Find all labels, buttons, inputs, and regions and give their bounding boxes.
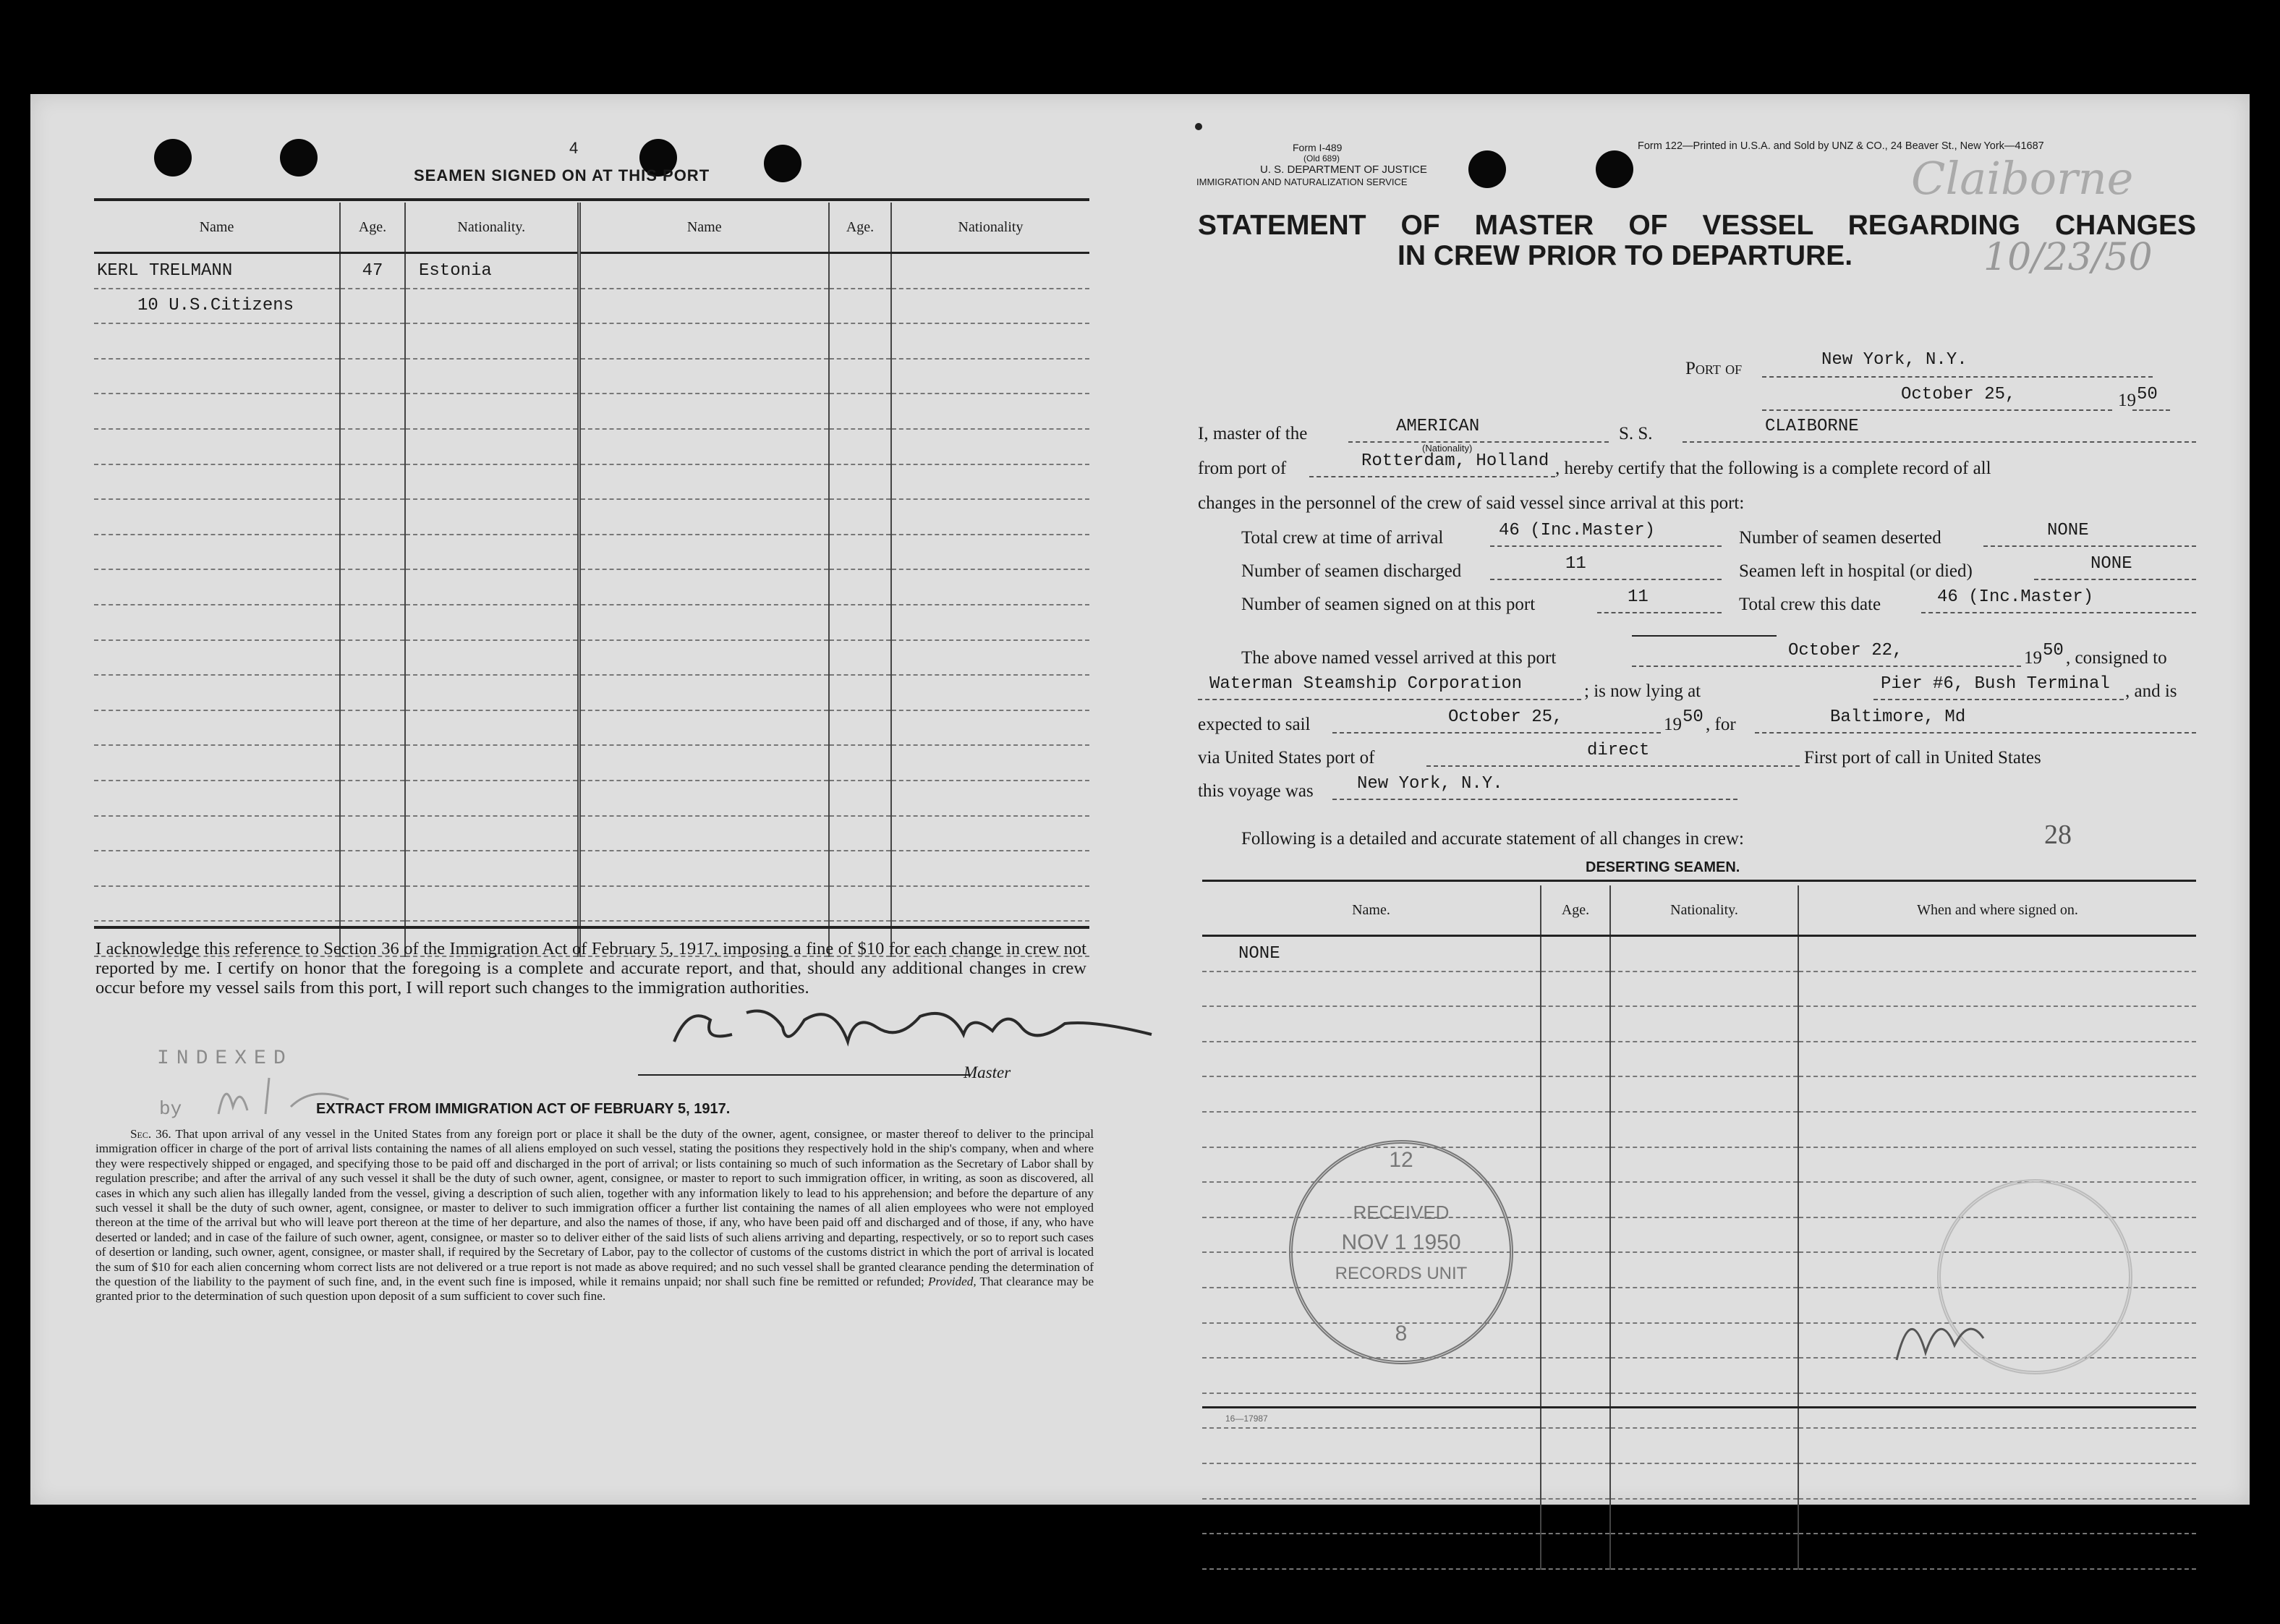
expected-label: expected to sail — [1198, 715, 1311, 734]
column-header-signed-on: When and where signed on. — [1798, 885, 2196, 936]
dotted-line — [1921, 612, 2196, 613]
expected-year-prefix: 19 — [1664, 715, 1682, 734]
total-crew-date-value: 46 (Inc.Master) — [1937, 587, 2094, 607]
bottom-rule — [1202, 1406, 2196, 1408]
deserted-value: NONE — [2047, 521, 2089, 540]
stamp-received: RECEIVED — [1353, 1202, 1450, 1223]
binder-hole — [154, 139, 192, 177]
table-row — [1202, 936, 2196, 972]
column-header-nationality: Nationality — [891, 203, 1089, 253]
dotted-line — [1426, 765, 1800, 767]
dotted-line — [1332, 799, 1737, 800]
stamp-date: NOV 1 1950 — [1341, 1230, 1461, 1254]
dotted-line — [1332, 732, 1661, 734]
handwritten-page-number: 28 — [2044, 820, 2072, 850]
certify-text: , hereby certify that the following is a complete record of all — [1555, 459, 1991, 478]
dotted-line — [1198, 699, 1581, 700]
form-old-number: (Old 689) — [1303, 153, 1340, 163]
dotted-line — [1309, 476, 1555, 477]
stamp-initials — [1882, 1288, 1998, 1374]
handwritten-date: 10/23/50 — [1983, 236, 2153, 279]
from-port-value: Rotterdam, Holland — [1361, 451, 1549, 471]
year-prefix: 19 — [2118, 391, 2136, 410]
total-crew-arrival-value: 46 (Inc.Master) — [1499, 521, 1656, 540]
ss-label: S. S. — [1619, 424, 1653, 443]
first-port-label: First port of call in United States — [1804, 748, 2041, 768]
dotted-line — [2034, 579, 2196, 580]
table-row — [94, 289, 1089, 324]
dotted-line — [2132, 409, 2170, 411]
dotted-line — [1490, 579, 1722, 580]
signed-on-label: Number of seamen signed on at this port — [1241, 595, 1536, 614]
seaman-age: 47 — [340, 253, 405, 289]
dotted-line — [1762, 376, 2153, 378]
dotted-line — [1762, 409, 2112, 411]
extract-proviso-word: Provided, — [927, 1275, 977, 1289]
indexed-by-label: by — [159, 1098, 182, 1120]
column-header-name: Name — [94, 203, 340, 253]
changes-text: changes in the personnel of the crew of said vessel since arrival at this port: — [1198, 493, 1745, 513]
signed-on-value: 11 — [1628, 587, 1649, 607]
extract-text — [95, 1127, 1094, 1304]
extract-proviso: That clearance may be granted prior to the determination of such question upon deposit of a sum sufficient to cover such fine. — [95, 1275, 1094, 1304]
from-port-label: from port of — [1198, 459, 1287, 478]
extract-body: That upon arrival of any vessel in the United States from any foreign port or place it shall be the duty of the owner, agent, consignee, or master thereof to deliver to the principal immigration officer in charge of the port of arrival lists containing the names of all aliens employed on such vessel, stating the positions they respectively hold in the ship's company, when and where they were respectively shipped or engaged, and specifying those to be paid off and discharged in the port of arrival; or lists containing so much of such information as the Secretary of Labor shall by regulation prescribe; and after the arrival of any such vessel it shall be the duty of such owner, agent, consignee, or master to report to such immigration officer, in writing, as soon as discovered, all cases in which any such alien has illegally landed from the vessel, giving a description of such alien, together with any information likely to lead to his apprehension; and before the departure of any such vessel it shall be the duty of such owner, agent, consignee, or master to deliver to such immigration officer a further list containing the names of all alien employees who were not employed thereon at the time of the arrival but who will leave port thereon at the time of her departure, and also the names of those, if any, who have been paid off and discharged and of those, if any, who have deserted or landed; and in case of the failure of such owner, agent, consignee, or master so to deliver either of the said lists of such aliens arriving and departing, respectively, or so to report such cases of desertion or landing, such owner, agent, consignee, or master shall, if required by the Secretary of Labor, pay to the collector of customs of the customs district in which the port of arrival is located the sum of $10 for each alien concerning whom correct lists are not delivered or a true report is not made as above required; and no such vessel shall be granted clearance pending the determination of the question of the liability to the payment of such fine, and, in the event such fine is imposed, while it remains unpaid; nor shall such fine be remitted or refunded; — [95, 1127, 1094, 1289]
nationality-value: AMERICAN — [1396, 417, 1480, 436]
lying-label: ; is now lying at — [1584, 681, 1701, 701]
expected-value: October 25, — [1448, 707, 1563, 727]
stamp-digit-bottom: 8 — [1395, 1322, 1408, 1345]
master-of-label: I, master of the — [1198, 424, 1308, 443]
column-header-nationality: Nationality. — [1610, 885, 1798, 936]
top-rule — [94, 198, 1089, 201]
binder-hole — [280, 139, 318, 177]
column-header-nationality: Nationality. — [405, 203, 579, 253]
total-rule — [1632, 635, 1777, 637]
discharged-value: 11 — [1565, 554, 1586, 574]
column-header-age: Age. — [829, 203, 891, 253]
master-label: Master — [964, 1063, 1011, 1081]
handwritten-vessel-name: Claiborne — [1911, 152, 2134, 205]
seamen-signed-table — [94, 203, 1089, 957]
table-row — [94, 253, 1089, 289]
document-sheet — [30, 94, 2250, 1505]
form-number: Form I-489 — [1293, 142, 1343, 153]
column-header-age: Age. — [1541, 885, 1610, 936]
form-title: STATEMENT OF MASTER OF VESSEL REGARDING CHANGES — [1198, 210, 2196, 241]
deserting-title: DESERTING SEAMEN. — [1586, 859, 1740, 875]
deserted-label: Number of seamen deserted — [1739, 528, 1941, 548]
seaman-nationality: Estonia — [405, 253, 579, 289]
extract-section: Sec. 36. — [130, 1127, 171, 1141]
acknowledgement-text: I acknowledge this reference to Section 36 of the Immigration Act of February 5, 1917, imposing a fine of $10 for each change in crew not reported by me. I certify on honor that the foregoing is a complete and accurate report, and that, should any additional changes in crew occur before my vessel sails from this port, I will report such changes to the immigration authorities. — [95, 939, 1086, 998]
hospital-label: Seamen left in hospital (or died) — [1739, 561, 1973, 581]
arrived-value: October 22, — [1788, 641, 1903, 660]
section-title: SEAMEN SIGNED ON AT THIS PORT — [414, 166, 710, 184]
page-number: 4 — [569, 139, 579, 157]
service-name: IMMIGRATION AND NATURALIZATION SERVICE — [1196, 177, 1408, 187]
received-stamp — [1289, 1140, 1513, 1364]
dotted-line — [1683, 441, 2196, 443]
form-subtitle: IN CREW PRIOR TO DEPARTURE. — [1398, 240, 1853, 271]
printer-notice: Form 122—Printed in U.S.A. and Sold by UNZ & CO., 24 Beaver St., New York—41687 — [1638, 140, 2044, 152]
dotted-line — [1873, 699, 2124, 700]
dotted-line — [1490, 545, 1722, 547]
column-header-name: Name — [579, 203, 829, 253]
total-crew-date-label: Total crew this date — [1739, 595, 1881, 614]
footer-code: 16—17987 — [1225, 1413, 1268, 1424]
discharged-label: Number of seamen discharged — [1241, 561, 1462, 581]
binder-hole — [1596, 150, 1633, 188]
top-rule — [1202, 880, 2196, 882]
nationality-caption: (Nationality) — [1422, 443, 1473, 454]
department-name: U. S. DEPARTMENT OF JUSTICE — [1260, 163, 1427, 176]
consigned-label: , consigned to — [2066, 648, 2167, 668]
signature-line — [638, 1074, 971, 1076]
total-crew-arrival-label: Total crew at time of arrival — [1241, 528, 1444, 548]
for-label: , for — [1706, 715, 1736, 734]
dotted-line — [1755, 732, 2196, 734]
port-of-label: Port of — [1685, 359, 1743, 378]
voyage-label: this voyage was — [1198, 781, 1314, 801]
date-value: October 25, — [1901, 385, 2016, 404]
via-value: direct — [1587, 741, 1650, 760]
dotted-line — [1632, 666, 2021, 667]
indexed-stamp: INDEXED — [157, 1047, 293, 1070]
stamp-digit-top: 12 — [1389, 1148, 1413, 1172]
punch-mark — [1195, 123, 1202, 130]
seaman-name: KERL TRELMANN — [94, 253, 340, 289]
dotted-line — [1348, 441, 1609, 443]
binder-hole — [764, 145, 801, 182]
port-value: New York, N.Y. — [1821, 350, 1968, 370]
dotted-line — [1983, 545, 2196, 547]
following-label: Following is a detailed and accurate statement of all changes in crew: — [1241, 829, 1744, 849]
consignee-value: Waterman Steamship Corporation — [1209, 674, 1523, 694]
and-is-label: , and is — [2125, 681, 2177, 701]
arrived-year-value: 50 — [2043, 641, 2064, 660]
arrived-label: The above named vessel arrived at this port — [1241, 648, 1557, 668]
extract-title: EXTRACT FROM IMMIGRATION ACT OF FEBRUARY 5, 1917. — [316, 1101, 731, 1117]
hospital-value: NONE — [2090, 554, 2132, 574]
bottom-rule — [94, 926, 1089, 929]
lying-value: Pier #6, Bush Terminal — [1881, 674, 2110, 694]
stamp-records-unit: RECORDS UNIT — [1335, 1264, 1468, 1283]
binder-hole — [1468, 150, 1506, 188]
year-value: 50 — [2137, 385, 2158, 404]
expected-year-value: 50 — [1683, 707, 1703, 727]
seaman-name: 10 U.S.Citizens — [94, 289, 340, 324]
voyage-value: New York, N.Y. — [1357, 774, 1503, 794]
vessel-value: CLAIBORNE — [1765, 417, 1859, 436]
deserter-name: NONE — [1202, 936, 1541, 972]
column-header-age: Age. — [340, 203, 405, 253]
via-label: via United States port of — [1198, 748, 1375, 768]
arrived-year-prefix: 19 — [2024, 648, 2042, 668]
destination-value: Baltimore, Md — [1830, 707, 1966, 727]
dotted-line — [1597, 612, 1722, 613]
column-header-name: Name. — [1202, 885, 1541, 936]
master-signature — [660, 991, 1159, 1063]
